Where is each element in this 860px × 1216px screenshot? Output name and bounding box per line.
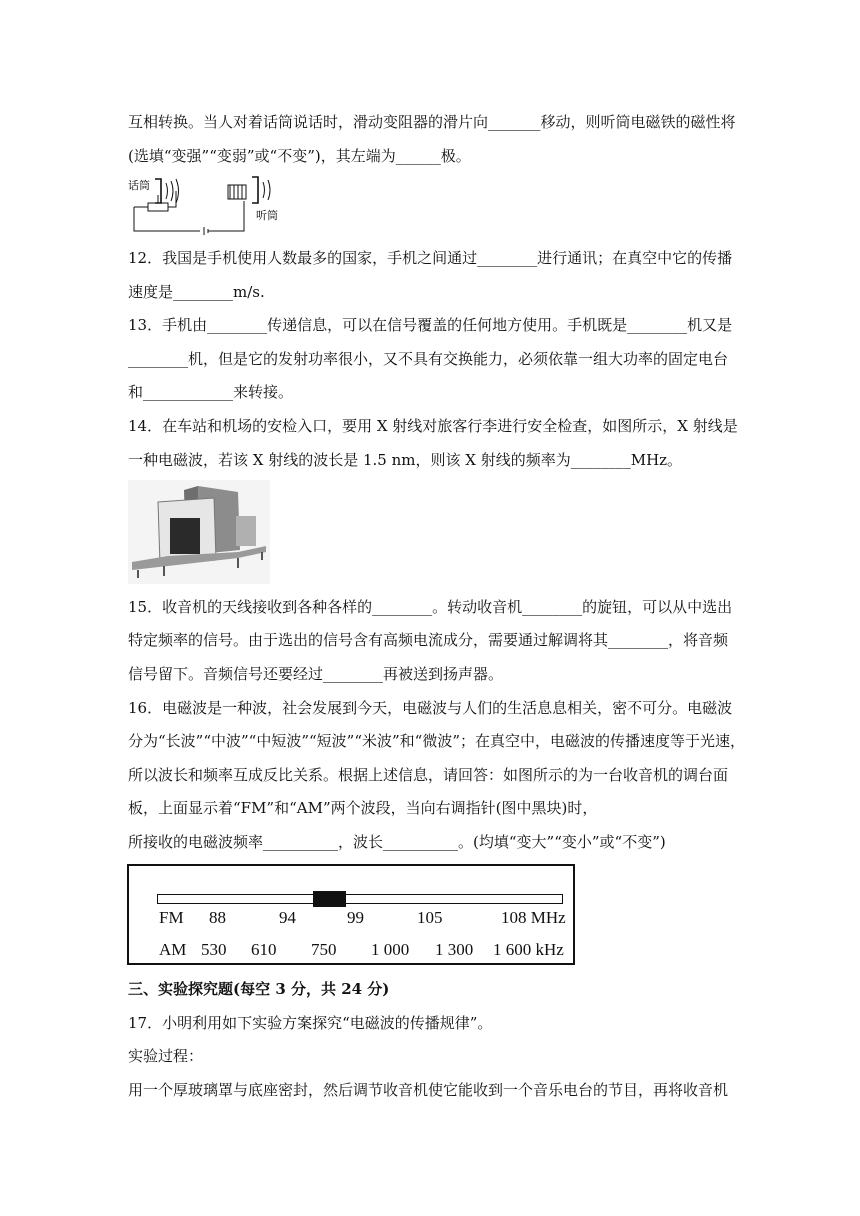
text-line-6: ________机，但是它的发射功率很小，又不具有交换能力，必须依靠一组大功率的固定电台: [128, 350, 729, 368]
am-value: 1 600 kHz: [493, 940, 564, 959]
text-line-17: 所接收的电磁波频率__________，波长__________。(均填“变大”“变小”或“不变”): [128, 833, 666, 851]
dial-pointer: [313, 891, 346, 907]
am-value: 530: [201, 940, 227, 959]
text-line-11: 特定频率的信号。由于选出的信号含有高频电流成分，需要通过解调将其________，将音频: [128, 631, 729, 649]
text-line-14: 分为“长波”“中波”“中短波”“短波”“米波”和“微波”；在真空中，电磁波的传播速度等于光速，: [128, 732, 746, 750]
text-line-9: 一种电磁波，若该 X 射线的波长是 1.5 nm，则该 X 射线的频率为________MHz。: [128, 451, 683, 469]
am-value: 1 000: [371, 940, 410, 959]
am-row: [159, 940, 579, 964]
text-line-5: 13．手机由________传递信息，可以在信号覆盖的任何地方使用。手机既是________机又是: [128, 316, 733, 334]
fm-value: 94: [279, 908, 296, 927]
text-line-2: (选填“变强”“变弱”或“不变”)，其左端为______极。: [128, 147, 471, 165]
text-line-3: 12．我国是手机使用人数最多的国家，手机之间通过________进行通讯；在真空中它的传播: [128, 249, 733, 267]
text-line-21: 用一个厚玻璃罩与底座密封，然后调节收音机使它能收到一个音乐电台的节目，再将收音机: [128, 1081, 729, 1099]
radio-dial-panel: [127, 864, 575, 965]
text-line-12: 信号留下。音频信号还要经过________再被送到扬声器。: [128, 665, 504, 683]
fm-row: [159, 908, 579, 932]
fm-value: 88: [209, 908, 226, 927]
text-line-20: 实验过程：: [128, 1047, 204, 1065]
receiver-label: 听筒: [256, 209, 278, 222]
mic-label: 话筒: [128, 179, 150, 192]
microphone-receiver-circuit-figure: [128, 173, 288, 239]
fm-value: 108 MHz: [501, 908, 566, 927]
text-line-10: 15．收音机的天线接收到各种各样的________。转动收音机________的旋钮，可以从中选出: [128, 598, 733, 616]
text-line-16: 板，上面显示着“FM”和“AM”两个波段，当向右调指针(图中黑块)时，: [128, 799, 598, 817]
am-value: 610: [251, 940, 277, 959]
fm-value: 99: [347, 908, 364, 927]
xray-scanner-image: [128, 480, 270, 584]
am-value: 1 300: [435, 940, 474, 959]
fm-value: 105: [417, 908, 443, 927]
am-label: AM: [159, 940, 187, 959]
text-line-8: 14．在车站和机场的安检入口，要用 X 射线对旅客行李进行安全检查，如图所示，X 射线是: [128, 417, 738, 435]
text-line-1: 互相转换。当人对着话筒说话时，滑动变阻器的滑片向_______移动，则听筒电磁铁的磁性将: [128, 113, 736, 131]
text-line-15: 所以波长和频率互成反比关系。根据上述信息，请回答：如图所示的为一台收音机的调台面: [128, 766, 729, 784]
text-line-4: 速度是________m/s.: [128, 283, 265, 301]
dial-track: [157, 894, 563, 904]
fm-label: FM: [159, 908, 184, 927]
am-value: 750: [311, 940, 337, 959]
section-heading: 三、实验探究题(每空 3 分，共 24 分): [128, 980, 390, 998]
text-line-13: 16．电磁波是一种波，社会发展到今天，电磁波与人们的生活息息相关，密不可分。电磁波: [128, 699, 733, 717]
text-line-19: 17．小明利用如下实验方案探究“电磁波的传播规律”。: [128, 1014, 493, 1032]
text-line-7: 和____________来转接。: [128, 383, 294, 401]
